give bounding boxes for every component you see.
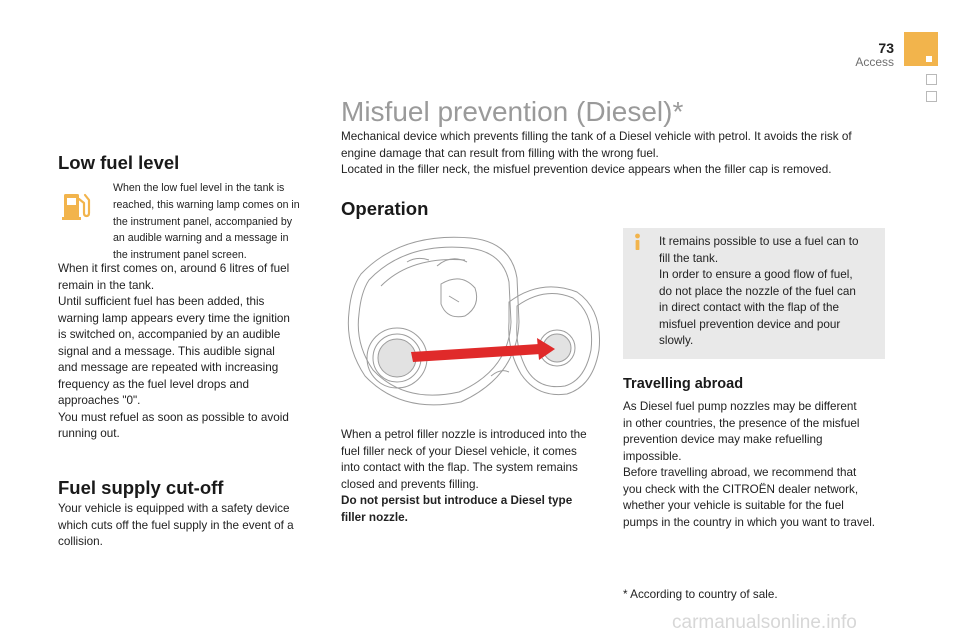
filler-neck-illustration: [341, 226, 609, 414]
travelling-abroad-heading: Travelling abroad: [623, 376, 744, 392]
text-line: impossible.: [623, 449, 682, 463]
text-line-bold: filler nozzle.: [341, 510, 408, 524]
text-line: into contact with the flap. The system remains: [341, 461, 578, 474]
watermark: carmanualsonline.info: [672, 612, 857, 633]
text-line: It remains possible to use a fuel can to: [659, 235, 859, 248]
text-line: Until sufficient fuel has been added, this: [58, 295, 265, 308]
text-line: Your vehicle is equipped with a safety device: [58, 502, 290, 515]
text-line: Located in the filler neck, the misfuel prevention device appears when the filler cap is removed.: [341, 163, 832, 176]
text-line: running out.: [58, 427, 120, 440]
text-line: Mechanical device which prevents filling the tank of a Diesel vehicle with petrol. It avoids the risk of: [341, 130, 852, 143]
text-line: frequency as the fuel level drops and: [58, 377, 250, 391]
text-line-bold: Do not persist but introduce a Diesel type: [341, 494, 573, 507]
section-tab[interactable]: [926, 74, 937, 85]
text-line: which cuts off the fuel supply in the event of a: [58, 518, 294, 532]
text-line: fill the tank.: [659, 251, 719, 265]
text-line: In order to ensure a good flow of fuel,: [659, 268, 853, 281]
low-fuel-body: [58, 261, 318, 443]
text-line: the instrument panel, accompanied by: [113, 215, 293, 228]
text-line: an audible warning and a message in: [113, 232, 289, 245]
text-line: in direct contact with the flap of the: [659, 301, 839, 314]
text-line: whether your vehicle is suitable for the fuel: [623, 499, 844, 512]
operation-heading: Operation: [341, 198, 429, 219]
text-line: As Diesel fuel pump nozzles may be different: [623, 400, 857, 413]
fuel-cutoff-heading: Fuel supply cut-off: [58, 477, 224, 498]
text-line: collision.: [58, 535, 103, 548]
page-number: 73: [878, 40, 894, 56]
text-line: When a petrol filler nozzle is introduced into the: [341, 428, 587, 441]
text-line: approaches "0".: [58, 394, 141, 407]
text-line: slowly.: [659, 334, 694, 347]
section-tab[interactable]: [926, 91, 937, 102]
text-line: When it first comes on, around 6 litres of fuel: [58, 262, 290, 275]
text-line: closed and prevents filling.: [341, 477, 479, 491]
text-line: When the low fuel level in the tank is: [113, 182, 285, 194]
operation-body: [341, 427, 609, 526]
text-line: is switched on, accompanied by an audible: [58, 328, 281, 341]
text-line: remain in the tank.: [58, 278, 155, 292]
fuel-pump-icon: [61, 186, 91, 222]
info-icon: [631, 233, 644, 251]
text-line: fuel filler neck of your Diesel vehicle, it comes: [341, 444, 577, 458]
misfuel-intro: [341, 129, 901, 179]
text-line: you check with the CITROËN dealer network,: [623, 482, 859, 496]
text-line: and message are repeated with increasing: [58, 361, 279, 374]
text-line: Before travelling abroad, we recommend that: [623, 466, 857, 479]
text-line: You must refuel as soon as possible to avoid: [58, 410, 289, 424]
section-name: Access: [855, 55, 894, 69]
text-line: engine damage that can result from filling with the wrong fuel.: [341, 146, 659, 160]
info-text: [659, 234, 881, 350]
text-line: misfuel prevention device and pour: [659, 317, 841, 331]
text-line: in other countries, the presence of the misfuel: [623, 416, 860, 430]
text-line: do not place the nozzle of the fuel can: [659, 284, 856, 298]
footnote: * According to country of sale.: [623, 588, 778, 601]
text-line: warning lamp appears every time the ignition: [58, 311, 290, 325]
text-line: prevention device may make refuelling: [623, 433, 823, 446]
text-line: the instrument panel screen.: [113, 249, 247, 262]
text-line: pumps in the country in which you want to travel.: [623, 515, 876, 529]
text-line: reached, this warning lamp comes on in: [113, 198, 300, 211]
page-title: Misfuel prevention (Diesel)*: [341, 96, 684, 127]
section-tab-active[interactable]: [904, 32, 938, 66]
warning-lamp-text: [113, 180, 321, 264]
travelling-abroad-body: [623, 399, 895, 531]
text-line: signal and a message. This audible signal: [58, 344, 275, 358]
fuel-cutoff-body: [58, 501, 320, 551]
low-fuel-heading: Low fuel level: [58, 152, 180, 173]
